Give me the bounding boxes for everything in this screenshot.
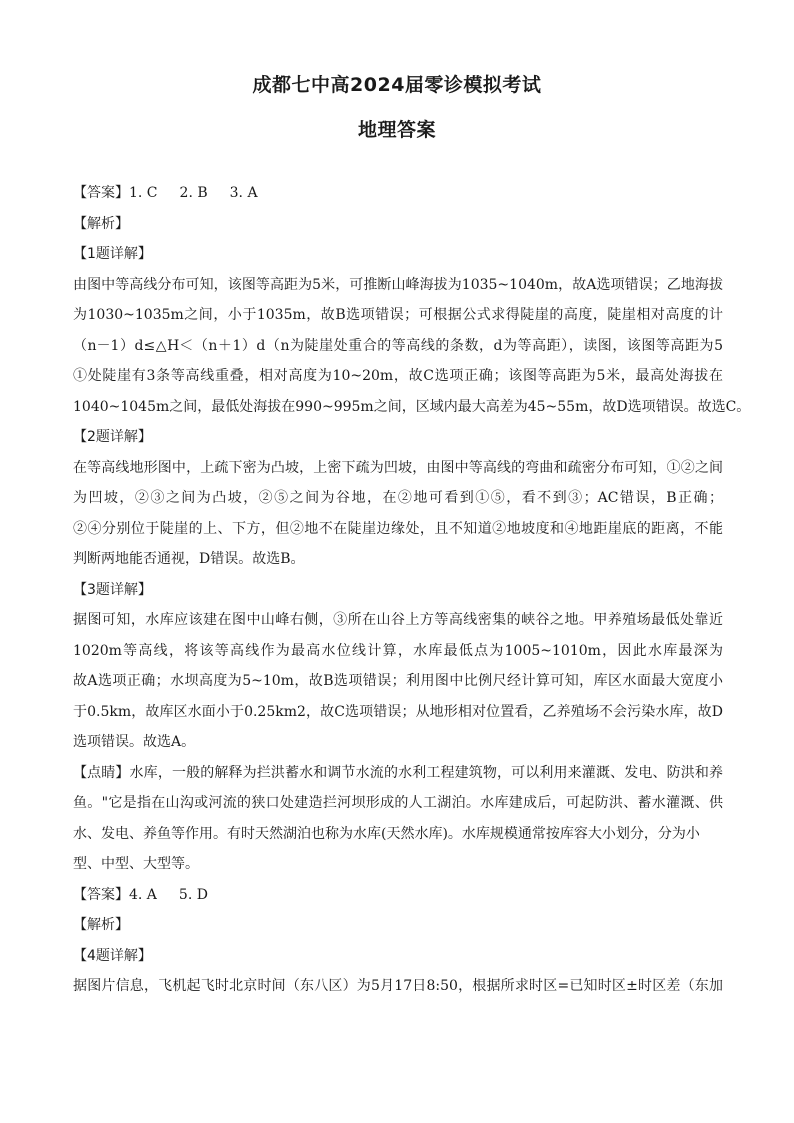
section-tag: 【解析】 <box>73 917 129 933</box>
answer-body <box>73 178 751 1002</box>
text-line <box>73 575 723 606</box>
text-line <box>73 819 723 850</box>
text-line <box>73 788 723 819</box>
line-text: ①处陡崖有3条等高线重叠，相对高度为10~20m，故C选项正确；该图等高距为5米，最高处海拔在 <box>73 368 723 384</box>
line-text: （n－1）d≤△H＜（n＋1）d（n为陡崖处重合的等高线的条数，d为等高距），读图，该图等高距为5 <box>73 337 723 354</box>
line-text: 选项错误。故选A。 <box>73 734 196 750</box>
line-text: 由图中等高线分布可知，该图等高距为5米，可推断山峰海拔为1035~1040m，故A选项错误；乙地海拔 <box>73 276 723 293</box>
text-line <box>73 483 723 514</box>
line-text: 1040~1045m之间，最低处海拔在990~995m之间，区域内最大高差为45~55m，故D选项错误。故选C。 <box>73 398 751 415</box>
line-text: 于0.5km，故库区水面小于0.25km2，故C选项错误；从地形相对位置看，乙养殖场不会污染水库，故D <box>73 703 723 720</box>
answer-choice: 3. A <box>229 185 258 201</box>
text-line <box>73 514 723 545</box>
text-line <box>73 636 723 667</box>
text-line <box>73 910 723 941</box>
section-tag: 【点睛】 <box>73 764 130 781</box>
text-line <box>73 666 723 697</box>
section-tag: 【2题详解】 <box>73 429 152 445</box>
document-subtitle: 地理答案 <box>357 119 436 141</box>
text-line <box>73 300 723 331</box>
line-text: 故A选项正确；水坝高度为5~10m，故B选项错误；利用图中比例尺经计算可知，库区水面最大宽度小 <box>73 673 723 689</box>
text-line <box>73 209 723 240</box>
text-line <box>73 544 723 575</box>
text-line <box>73 178 723 209</box>
answer-choice: 5. D <box>178 886 208 903</box>
line-text: 判断两地能否通视，D错误。故选B。 <box>73 551 305 567</box>
section-tag: 【答案】 <box>73 886 129 903</box>
section-tag: 【3题详解】 <box>73 581 152 598</box>
line-text: 型、中型、大型等。 <box>73 856 199 872</box>
line-text: 在等高线地形图中，上疏下密为凸坡，上密下疏为凹坡，由图中等高线的弯曲和疏密分布可知，①②之间 <box>73 459 723 476</box>
line-text: 为1030~1035m之间，小于1035m，故B选项错误；可根据公式求得陡崖的高度，陡崖相对高度的计 <box>73 307 723 323</box>
text-line <box>73 422 723 453</box>
text-line <box>73 971 723 1002</box>
document-title: 成都七中高2024届零诊模拟考试 <box>252 74 542 96</box>
answer-choice: 2. B <box>179 185 208 201</box>
line-text: 据图可知，水库应该建在图中山峰右侧，③所在山谷上方等高线密集的峡谷之地。甲养殖场最低处靠近 <box>73 612 723 628</box>
text-line <box>73 239 723 270</box>
line-text: 4. A <box>129 886 157 903</box>
text-line <box>73 758 723 789</box>
line-text: 1. C <box>129 185 158 201</box>
line-text: 水、发电、养鱼等作用。有时天然湖泊也称为水库(天然水库)。水库规模通常按库容大小划分，分为小 <box>73 825 700 842</box>
section-tag: 【1题详解】 <box>73 246 152 262</box>
section-tag: 【4题详解】 <box>73 947 152 964</box>
text-line <box>73 270 723 301</box>
line-text: 水库，一般的解释为拦洪蓄水和调节水流的水利工程建筑物，可以利用来灌溉、发电、防洪和养 <box>129 764 723 781</box>
text-line <box>73 880 723 911</box>
line-text: 为凹坡，②③之间为凸坡，②⑤之间为谷地，在②地可看到①⑤，看不到③；AC错误，B正确； <box>73 490 723 506</box>
text-line <box>73 697 723 728</box>
text-line <box>73 361 723 392</box>
text-line <box>73 849 723 880</box>
text-line <box>73 453 723 484</box>
text-line <box>73 331 723 362</box>
text-line <box>73 392 751 423</box>
section-tag: 【解析】 <box>73 215 129 232</box>
text-line <box>73 727 723 758</box>
line-text: 1020m等高线，将该等高线作为最高水位线计算，水库最低点为1005~1010m，因此水库最深为 <box>73 642 723 659</box>
line-text: 鱼。"它是指在山沟或河流的狭口处建造拦河坝形成的人工湖泊。水库建成后，可起防洪、蓄水灌溉、供 <box>73 795 723 811</box>
section-tag: 【答案】 <box>73 185 129 201</box>
line-text: ②④分别位于陡崖的上、下方，但②地不在陡崖边缘处，且不知道②地坡度和④地距崖底的距离，不能 <box>73 520 723 537</box>
line-text: 据图片信息，飞机起飞时北京时间（东八区）为5月17日8:50，根据所求时区=已知时区±时区差（东加 <box>73 978 723 994</box>
text-line <box>73 941 723 972</box>
text-line <box>73 605 723 636</box>
